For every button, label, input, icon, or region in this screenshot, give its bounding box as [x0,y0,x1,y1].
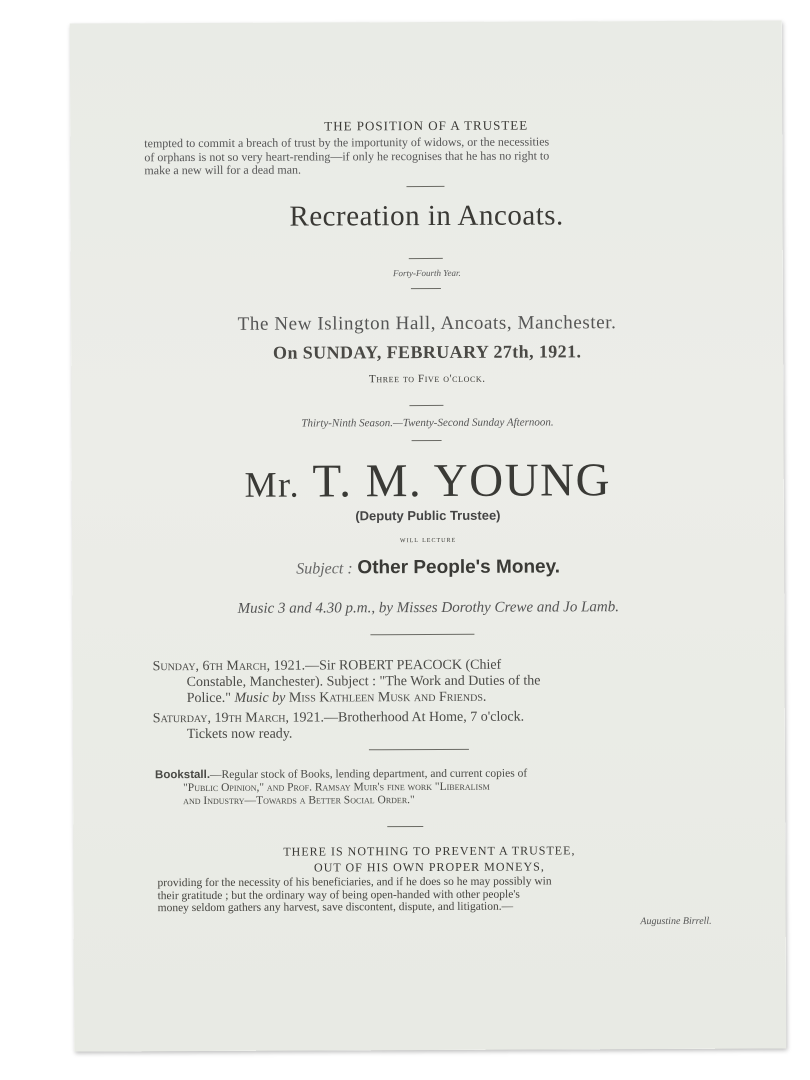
divider [412,440,442,441]
subject-label: Subject : [296,560,353,578]
music-line: Music 3 and 4.30 p.m., by Misses Dorothy Crewe and Jo Lamb. [237,599,620,617]
notice-text: Tickets now ready. [186,726,293,743]
divider [406,186,444,187]
closing-quote [157,875,713,915]
event-time: Three to Five o'clock. [368,372,486,386]
top-paragraph-line: tempted to commit a breach of trust by the importunity of widows, or the necessities [144,134,550,151]
notice-text: Police." [186,690,231,707]
top-paragraph-line: of orphans is not so very heart-rending—if only he recognises that he has no right to [144,147,550,164]
divider [369,749,469,750]
music-performers: Miss Kathleen Musk and Friends. [288,689,487,706]
event-date: On SUNDAY, FEBRUARY 27th, 1921. [272,341,582,363]
notice-march-6 [153,657,713,707]
bookstall-notice [155,767,711,808]
top-paragraph-line: make a new will for a dead man. [144,162,302,178]
bookstall-label: Bookstall. [155,768,211,782]
quote-line: providing for the necessity of his beneficiaries, and if he does so he may possibly win [157,875,552,890]
venue: The New Islington Hall, Ancoats, Manchester. [237,312,617,335]
quote-author: Augustine Birrell. [640,915,712,928]
page-title: Recreation in Ancoats. [289,199,564,233]
divider [409,258,443,259]
notice-text: Constable, Manchester). Subject : "The Work and Duties of the [186,673,541,691]
will-lecture: will lecture [399,533,457,545]
divider [411,288,441,289]
lecture-subject [72,555,784,580]
document-content [70,20,786,1051]
season-line: Thirty-Ninth Season.—Twenty-Second Sunday Afternoon. [301,416,554,430]
bookstall-line: and Industry—Towards a Better Social Order." [183,794,415,808]
quote-line: their gratitude ; but the ordinary way of being open-handed with other people's [157,888,520,902]
bookstall-line: "Public Opinion," and Prof. Ramsay Muir's fine work "Liberalism [183,780,490,795]
divider [370,634,474,635]
bookstall-text: —Regular stock of Books, lending department, and current copies of [209,767,528,781]
music-label: Music by [234,690,286,706]
top-paragraph [144,135,718,178]
speaker-name [72,452,784,509]
speaker-surname: T. M. YOUNG [312,454,612,508]
quote-line: money seldom gathers any harvest, save discontent, dispute, and litigation.— [157,900,514,915]
speaker-prefix: Mr. [244,464,301,505]
year-line: Forty-Fourth Year. [392,267,461,279]
divider [387,826,423,827]
closing-heading: THERE IS NOTHING TO PREVENT A TRUSTEE, [283,843,576,859]
notice-date: Sunday, 6th March, 1921. [152,658,306,675]
notice-march-19 [153,709,713,743]
speaker-role: (Deputy Public Trustee) [355,507,501,524]
subject-title: Other People's Money. [357,556,561,579]
divider [409,405,443,406]
paper-sheet [70,20,786,1051]
notice-text: —Sir ROBERT PEACOCK (Chief [305,657,502,674]
notice-text-line3 [153,689,713,707]
closing-subheading: OUT OF HIS OWN PROPER MONEYS, [314,859,545,875]
notice-date: Saturday, 19th March, 1921. [152,710,325,727]
top-heading: THE POSITION OF A TRUSTEE [324,117,529,134]
notice-text: —Brotherhood At Home, 7 o'clock. [323,709,525,726]
